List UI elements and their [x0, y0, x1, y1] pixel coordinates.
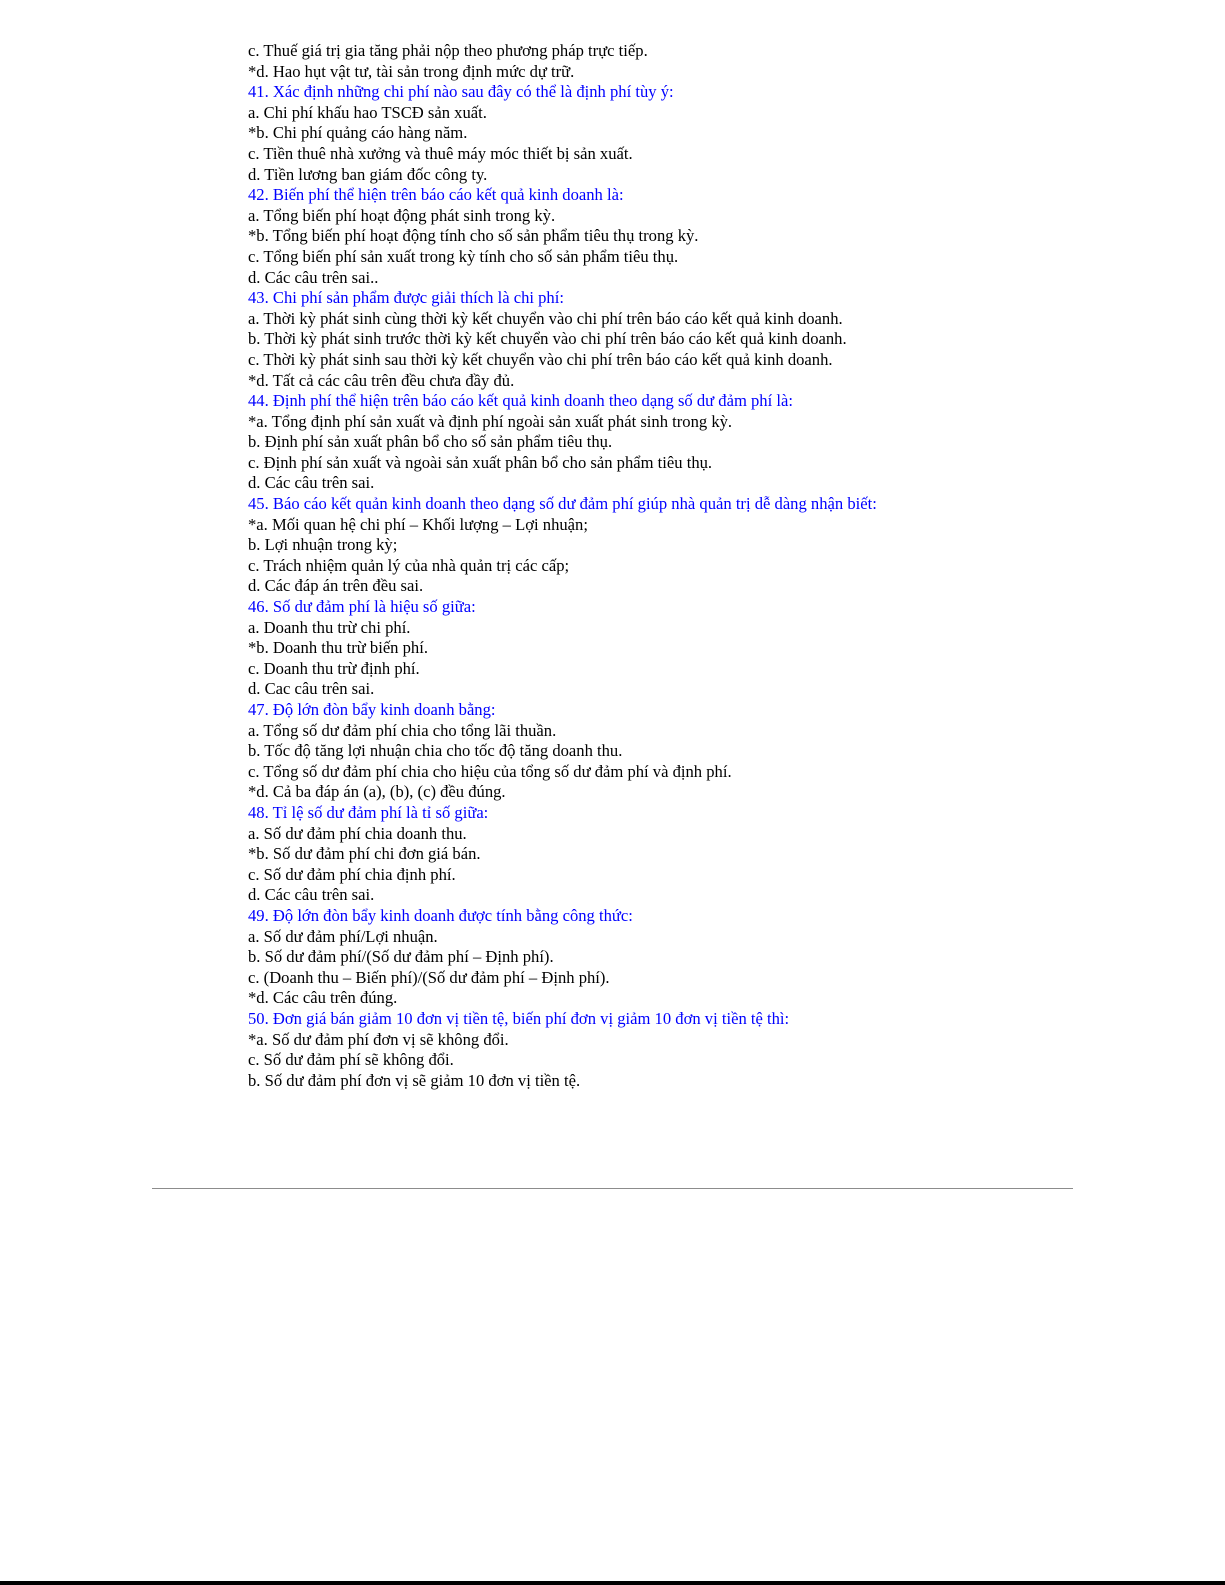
answer-line: b. Số dư đảm phí đơn vị sẽ giảm 10 đơn vị tiền tệ. — [248, 1070, 581, 1090]
answer-line: *b. Chi phí quảng cáo hàng năm. — [248, 123, 468, 143]
answer-line: b. Tốc độ tăng lợi nhuận chia cho tốc độ tăng doanh thu. — [248, 741, 623, 761]
answer-line: d. Các đáp án trên đều sai. — [248, 576, 424, 596]
answer-line: d. Các câu trên sai.. — [248, 267, 379, 287]
answer-line: c. Doanh thu trừ định phí. — [248, 658, 420, 678]
question-line: 49. Độ lớn đòn bẩy kinh doanh được tính bằng công thức: — [248, 905, 633, 925]
answer-line: b. Số dư đảm phí/(Số dư đảm phí – Định phí). — [248, 947, 554, 967]
answer-line: c. Tổng số dư đảm phí chia cho hiệu của tổng số dư đảm phí và định phí. — [248, 761, 732, 781]
answer-line: c. Trách nhiệm quản lý của nhà quản trị các cấp; — [248, 555, 570, 575]
answer-line: *a. Tổng định phí sản xuất và định phí ngoài sản xuất phát sinh trong kỳ. — [248, 411, 733, 431]
bottom-edge-bar — [0, 1581, 1225, 1585]
quiz-content — [248, 41, 1188, 1091]
answer-line: a. Số dư đảm phí/Lợi nhuận. — [248, 926, 438, 946]
answer-line: c. Thời kỳ phát sinh sau thời kỳ kết chuyển vào chi phí trên báo cáo kết quả kinh doanh. — [248, 349, 833, 369]
question-line: 45. Báo cáo kết quản kinh doanh theo dạng số dư đảm phí giúp nhà quản trị dễ dàng nhận biết: — [248, 494, 877, 514]
question-line: 47. Độ lớn đòn bẩy kinh doanh bằng: — [248, 700, 496, 719]
answer-line: d. Tiền lương ban giám đốc công ty. — [248, 164, 488, 184]
answer-line: *d. Hao hụt vật tư, tài sản trong định mức dự trữ. — [248, 61, 575, 81]
answer-line: a. Tổng số dư đảm phí chia cho tổng lãi thuần. — [248, 720, 557, 740]
answer-line: d. Các câu trên sai. — [248, 473, 375, 493]
answer-line: d. Các câu trên sai. — [248, 885, 375, 905]
answer-line: c. Định phí sản xuất và ngoài sản xuất phân bổ cho sản phẩm tiêu thụ. — [248, 452, 713, 472]
page-separator — [152, 1188, 1073, 1189]
answer-line: d. Cac câu trên sai. — [248, 679, 375, 699]
question-line: 41. Xác định những chi phí nào sau đây có thể là định phí tùy ý: — [248, 82, 674, 102]
answer-line: c. Tiền thuê nhà xưởng và thuê máy móc thiết bị sản xuất. — [248, 143, 633, 163]
answer-line: *a. Mối quan hệ chi phí – Khối lượng – Lợi nhuận; — [248, 514, 588, 534]
answer-line: b. Định phí sản xuất phân bổ cho số sản phẩm tiêu thụ. — [248, 432, 613, 452]
answer-line: a. Thời kỳ phát sinh cùng thời kỳ kết chuyển vào chi phí trên báo cáo kết quả kinh doanh. — [248, 308, 843, 328]
answer-line: *d. Tất cả các câu trên đều chưa đầy đủ. — [248, 370, 515, 390]
answer-line: *b. Doanh thu trừ biến phí. — [248, 638, 428, 658]
question-line: 42. Biến phí thể hiện trên báo cáo kết quả kinh doanh là: — [248, 185, 624, 205]
answer-line: a. Số dư đảm phí chia doanh thu. — [248, 823, 467, 843]
answer-line: a. Chi phí khấu hao TSCĐ sản xuất. — [248, 102, 487, 122]
answer-line: *d. Các câu trên đúng. — [248, 988, 398, 1008]
answer-line: a. Tổng biến phí hoạt động phát sinh trong kỳ. — [248, 205, 556, 225]
question-line: 48. Tỉ lệ số dư đảm phí là tỉ số giữa: — [248, 802, 489, 822]
answer-line: c. Tổng biến phí sản xuất trong kỳ tính cho số sản phẩm tiêu thụ. — [248, 246, 679, 266]
answer-line: b. Lợi nhuận trong kỳ; — [248, 535, 398, 555]
answer-line: *b. Số dư đảm phí chi đơn giá bán. — [248, 844, 481, 864]
answer-line: *a. Số dư đảm phí đơn vị sẽ không đổi. — [248, 1029, 509, 1049]
answer-line: a. Doanh thu trừ chi phí. — [248, 617, 411, 637]
answer-line: c. Thuế giá trị gia tăng phải nộp theo phương pháp trực tiếp. — [248, 41, 648, 60]
answer-line: *b. Tổng biến phí hoạt động tính cho số sản phẩm tiêu thụ trong kỳ. — [248, 226, 699, 246]
answer-line: c. Số dư đảm phí sẽ không đổi. — [248, 1050, 454, 1070]
answer-line: *d. Cả ba đáp án (a), (b), (c) đều đúng. — [248, 782, 506, 802]
question-line: 50. Đơn giá bán giảm 10 đơn vị tiền tệ, biến phí đơn vị giảm 10 đơn vị tiền tệ thì: — [248, 1008, 790, 1028]
question-line: 46. Số dư đảm phí là hiệu số giữa: — [248, 597, 476, 617]
answer-line: c. (Doanh thu – Biến phí)/(Số dư đảm phí – Định phí). — [248, 967, 610, 987]
question-line: 44. Định phí thể hiện trên báo cáo kết quả kinh doanh theo dạng số dư đảm phí là: — [248, 391, 793, 411]
answer-line: c. Số dư đảm phí chia định phí. — [248, 864, 456, 884]
question-line: 43. Chi phí sản phẩm được giải thích là chi phí: — [248, 288, 564, 308]
answer-line: b. Thời kỳ phát sinh trước thời kỳ kết chuyển vào chi phí trên báo cáo kết quả kinh doanh. — [248, 329, 847, 349]
